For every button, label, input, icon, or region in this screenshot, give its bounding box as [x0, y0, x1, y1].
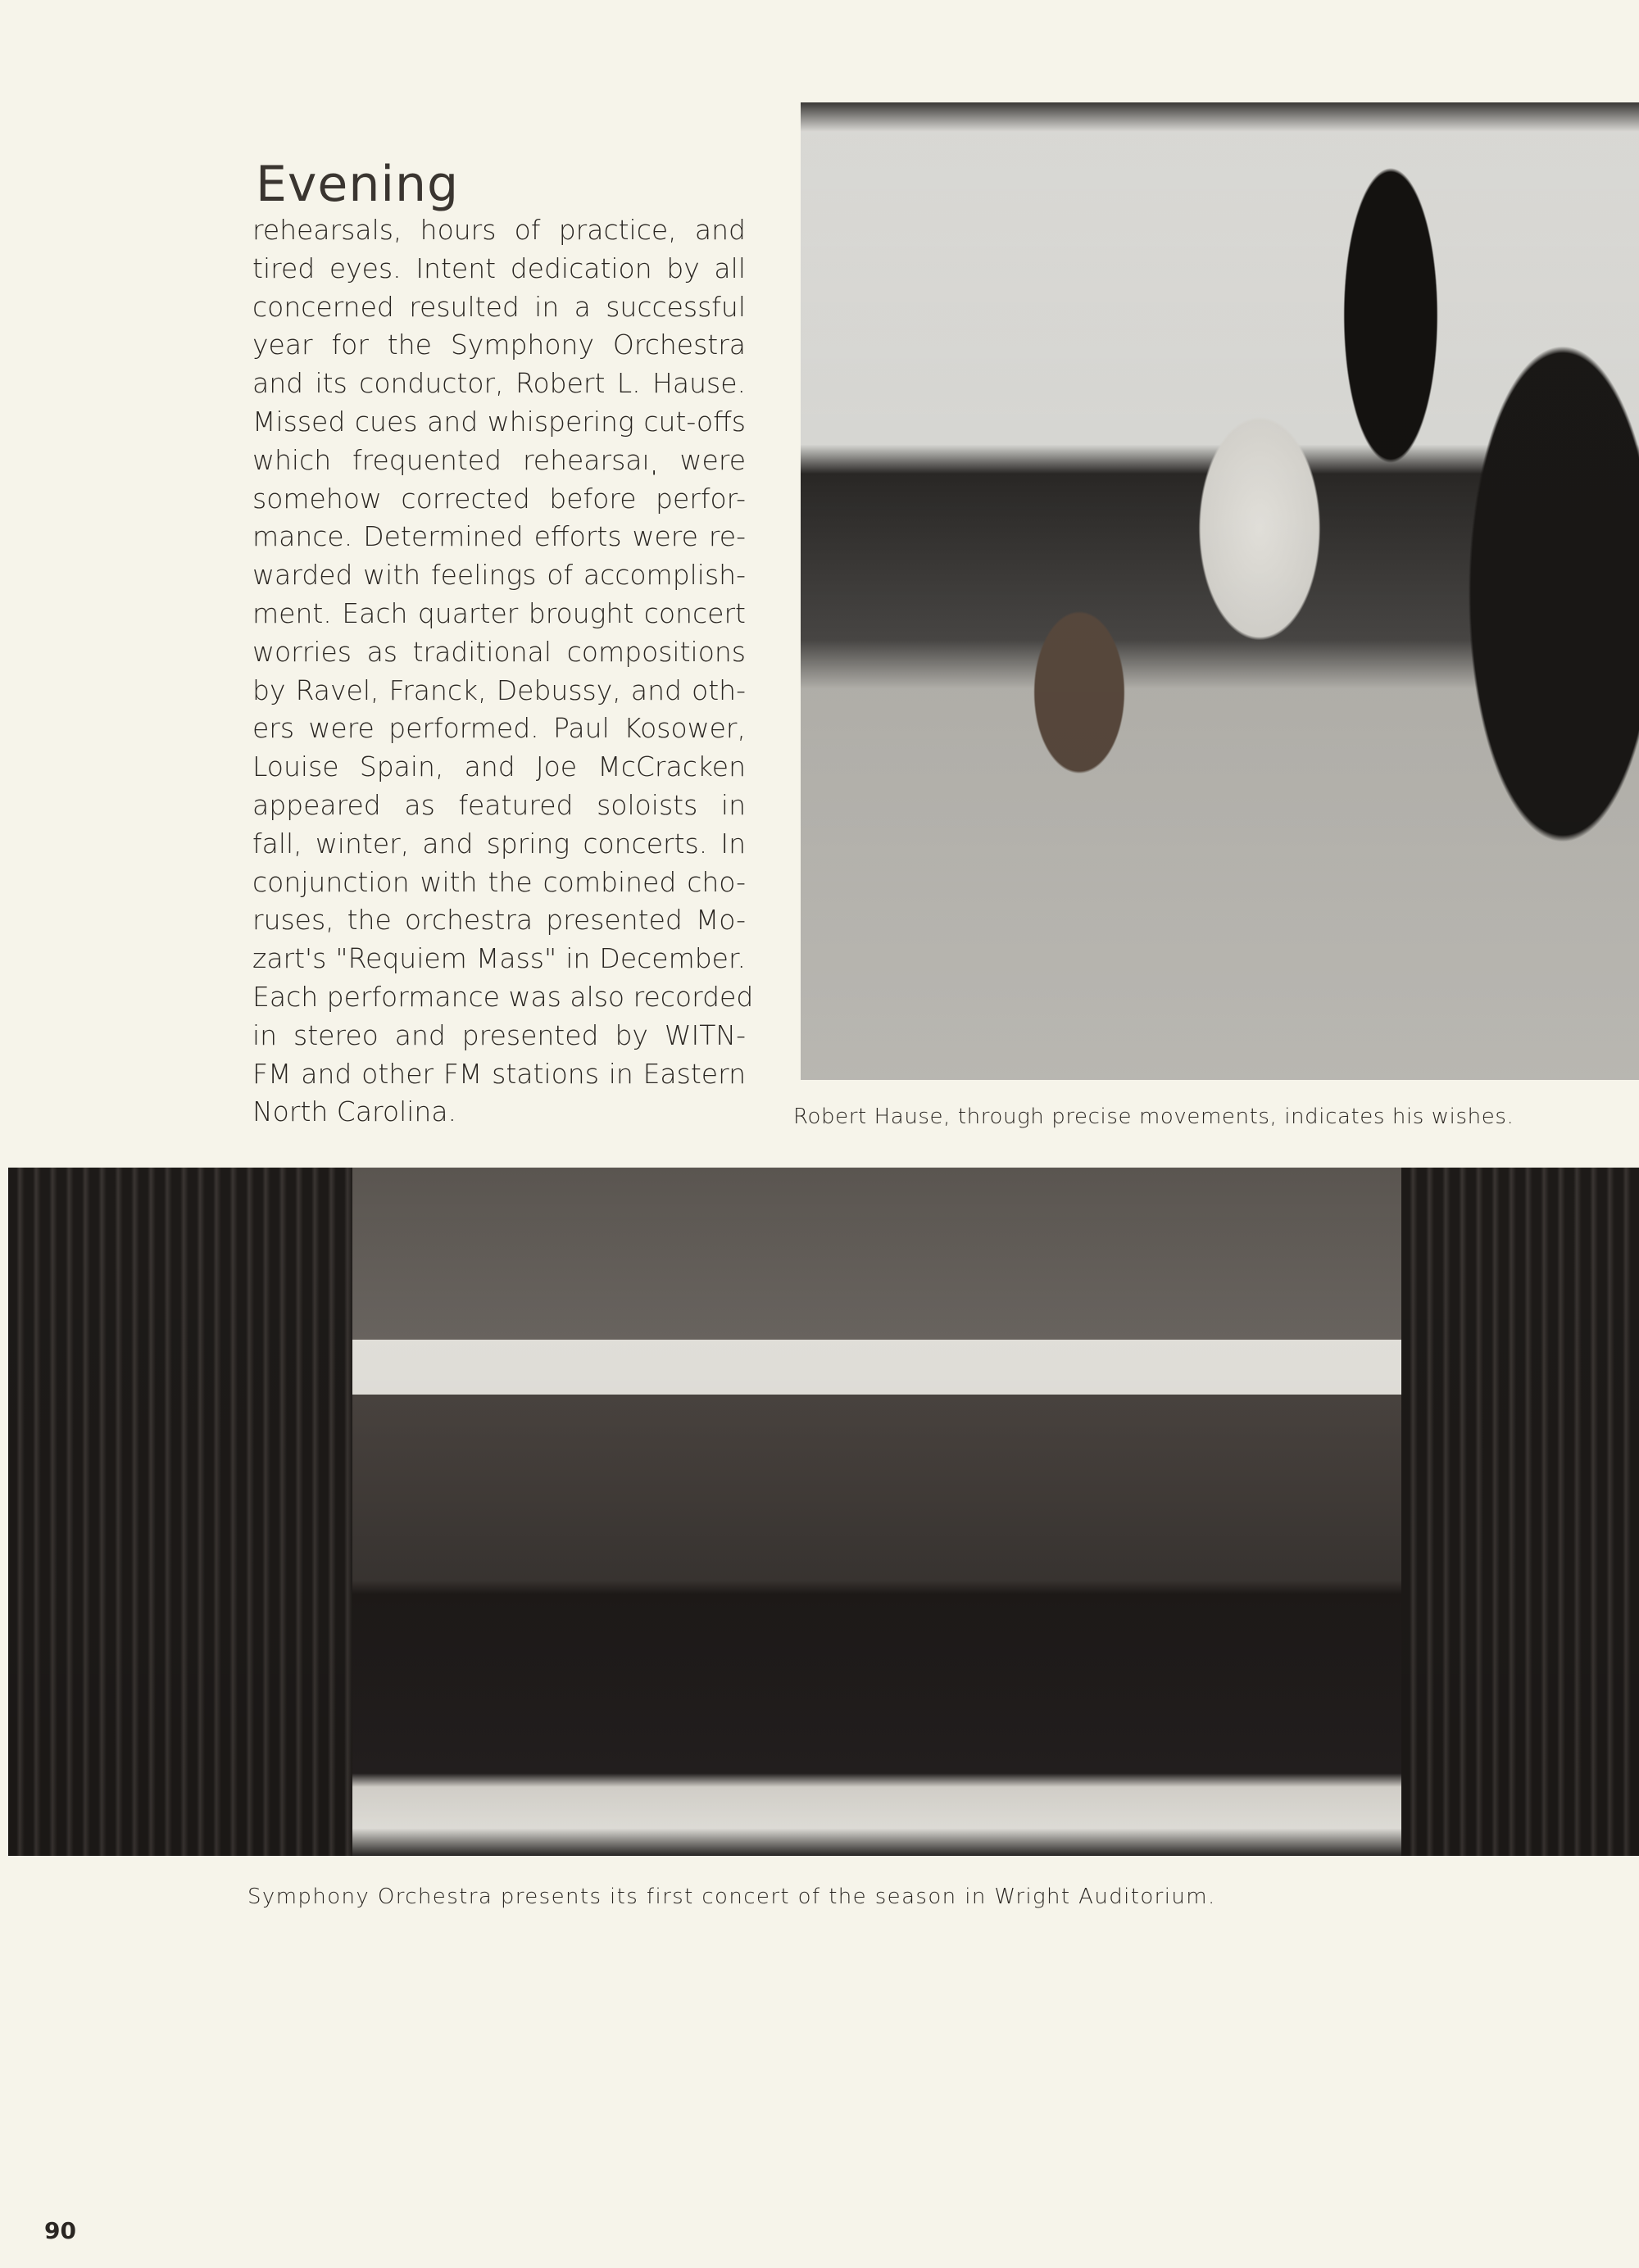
body-line: ers were performed. Paul Kosower, [252, 712, 746, 745]
body-line: warded with feelings of accomplish- [252, 559, 746, 592]
article-body [252, 211, 754, 1132]
body-line: FM and other FM stations in Eastern [252, 1057, 746, 1090]
body-line: ruses, the orchestra presented Mo- [252, 904, 746, 937]
rehearsal-photo [801, 102, 1639, 1080]
body-line: ment. Each quarter brought concert [252, 596, 746, 629]
concert-photo [8, 1168, 1639, 1856]
body-line: conjunction with the combined cho- [252, 865, 746, 898]
body-line: tired eyes. Intent dedication by all [252, 252, 746, 284]
body-line: fall, winter, and spring concerts. In [252, 827, 746, 860]
body-line: Louise Spain, and Joe McCracken [252, 751, 746, 783]
body-line: somehow corrected before perfor- [252, 482, 746, 515]
page-number: 90 [44, 2217, 76, 2244]
body-line: in stereo and presented by WITN- [252, 1018, 746, 1051]
body-line: which frequented rehearsaıˌ were [252, 443, 746, 476]
body-line: North Carolina. [252, 1095, 457, 1128]
body-line: rehearsals, hours of practice, and [252, 214, 746, 246]
article-heading: Evening [256, 156, 460, 213]
body-line: zart's "Requiem Mass" in December. [252, 942, 746, 975]
body-line: and its conductor, Robert L. Hause. [252, 367, 746, 400]
body-line: worries as traditional compositions [252, 635, 746, 668]
body-line: Missed cues and whispering cut-offs [252, 405, 746, 438]
body-line: appeared as featured soloists in [252, 788, 746, 821]
body-line: by Ravel, Franck, Debussy, and oth- [252, 674, 746, 706]
body-line: Each performance was also recorded [252, 980, 754, 1013]
concert-photo-caption: Symphony Orchestra presents its first concert of the season in Wright Auditorium. [247, 1885, 1216, 1909]
body-line: year for the Symphony Orchestra [252, 329, 746, 361]
body-line: concerned resulted in a successful [252, 290, 746, 323]
body-line: mance. Determined efforts were re- [252, 520, 746, 553]
rehearsal-photo-caption: Robert Hause, through precise movements, indicates his wishes. [793, 1105, 1514, 1129]
